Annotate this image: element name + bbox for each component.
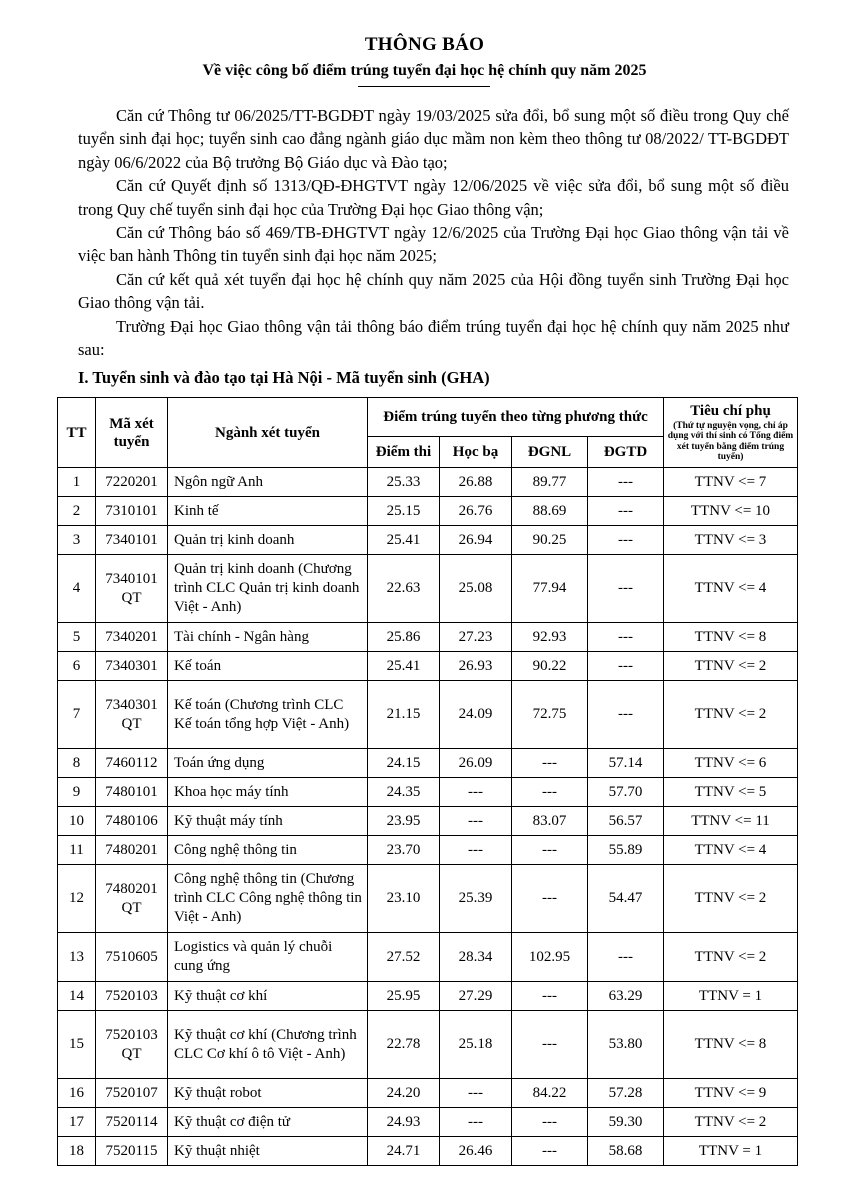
cell-exam: 25.86 (368, 623, 440, 652)
cell-tt: 6 (58, 652, 96, 681)
cell-exam: 27.52 (368, 933, 440, 982)
header-scores-group: Điểm trúng tuyển theo từng phương thức (368, 398, 664, 437)
cell-dgnl: --- (512, 749, 588, 778)
section-title: I. Tuyển sinh và đào tạo tại Hà Nội - Mã tuyển sinh (GHA) (78, 368, 490, 387)
cell-transcript: 25.39 (440, 865, 512, 933)
cell-criteria: TTNV <= 5 (664, 778, 798, 807)
cell-major: Kỹ thuật cơ khí (Chương trình CLC Cơ khí ô tô Việt - Anh) (168, 1011, 368, 1079)
paragraph: Căn cứ Thông tư 06/2025/TT-BGDĐT ngày 19/03/2025 sửa đổi, bổ sung một số điều trong Quy chế tuyển sinh đại học; tuyển sinh cao đẳng ngành giáo dục mầm non kèm theo thông tư 08/2022/ TT-BGDĐT ngày 06/6/2022 của Bộ trưởng Bộ Giáo dục và Đào tạo; (78, 106, 789, 172)
cell-dgtd: 55.89 (588, 836, 664, 865)
cell-dgtd: 54.47 (588, 865, 664, 933)
header-major: Ngành xét tuyển (168, 398, 368, 468)
cell-tt: 18 (58, 1137, 96, 1166)
cell-tt: 4 (58, 555, 96, 623)
cell-transcript: 26.88 (440, 468, 512, 497)
paragraph: Căn cứ Thông báo số 469/TB-ĐHGTVT ngày 12/6/2025 của Trường Đại học Giao thông vận tải về việc ban hành Thông tin tuyển sinh đại học năm 2025; (78, 223, 789, 266)
cell-dgnl: --- (512, 865, 588, 933)
cell-criteria: TTNV <= 11 (664, 807, 798, 836)
cell-major: Kỹ thuật máy tính (168, 807, 368, 836)
table-row (58, 749, 798, 778)
table-row (58, 982, 798, 1011)
cell-code: 7340301 QT (96, 681, 168, 749)
table-row (58, 623, 798, 652)
cell-exam: 24.71 (368, 1137, 440, 1166)
table-row (58, 555, 798, 623)
table-row (58, 807, 798, 836)
cell-code: 7480106 (96, 807, 168, 836)
cell-dgnl: --- (512, 778, 588, 807)
cell-transcript: 25.08 (440, 555, 512, 623)
cell-dgtd: --- (588, 526, 664, 555)
cell-code: 7460112 (96, 749, 168, 778)
cell-code: 7480201 QT (96, 865, 168, 933)
cell-tt: 17 (58, 1108, 96, 1137)
cell-major: Logistics và quản lý chuỗi cung ứng (168, 933, 368, 982)
cell-dgtd: 59.30 (588, 1108, 664, 1137)
header-dgnl: ĐGNL (512, 437, 588, 468)
cell-transcript: --- (440, 1079, 512, 1108)
cell-criteria: TTNV <= 8 (664, 623, 798, 652)
cell-tt: 14 (58, 982, 96, 1011)
cell-criteria: TTNV <= 2 (664, 933, 798, 982)
cell-code: 7340101 QT (96, 555, 168, 623)
cell-dgtd: --- (588, 623, 664, 652)
cell-tt: 16 (58, 1079, 96, 1108)
cell-dgnl: --- (512, 836, 588, 865)
cell-exam: 23.10 (368, 865, 440, 933)
cell-transcript: 25.18 (440, 1011, 512, 1079)
cell-dgtd: --- (588, 652, 664, 681)
header-criteria-note: (Thứ tự nguyện vọng, chỉ áp dụng với thí sinh có Tổng điểm xét tuyển bằng điểm trúng tuyển) (667, 420, 794, 462)
cell-transcript: 28.34 (440, 933, 512, 982)
cell-dgnl: 89.77 (512, 468, 588, 497)
cell-dgtd: 57.14 (588, 749, 664, 778)
table-body (58, 468, 798, 1166)
cell-tt: 9 (58, 778, 96, 807)
cell-tt: 10 (58, 807, 96, 836)
cell-major: Ngôn ngữ Anh (168, 468, 368, 497)
cell-transcript: 27.23 (440, 623, 512, 652)
cell-exam: 24.93 (368, 1108, 440, 1137)
cell-transcript: 26.76 (440, 497, 512, 526)
paragraph: Căn cứ kết quả xét tuyển đại học hệ chính quy năm 2025 của Hội đồng tuyển sinh Trường Đại học Giao thông vận tải. (78, 269, 789, 313)
cell-tt: 2 (58, 497, 96, 526)
cell-tt: 15 (58, 1011, 96, 1079)
cell-transcript: --- (440, 1108, 512, 1137)
cell-major: Kinh tế (168, 497, 368, 526)
cell-criteria: TTNV <= 9 (664, 1079, 798, 1108)
cell-code: 7520107 (96, 1079, 168, 1108)
cell-major: Kỹ thuật cơ khí (168, 982, 368, 1011)
table-row (58, 836, 798, 865)
cell-major: Kế toán (Chương trình CLC Kế toán tổng hợp Việt - Anh) (168, 681, 368, 749)
cell-dgnl: 83.07 (512, 807, 588, 836)
table-row (58, 778, 798, 807)
cell-dgtd: --- (588, 681, 664, 749)
cell-transcript: --- (440, 836, 512, 865)
cell-dgnl: 72.75 (512, 681, 588, 749)
cell-criteria: TTNV = 1 (664, 982, 798, 1011)
cell-major: Kế toán (168, 652, 368, 681)
cell-tt: 13 (58, 933, 96, 982)
cell-code: 7340201 (96, 623, 168, 652)
cell-transcript: 26.09 (440, 749, 512, 778)
header-criteria (664, 398, 798, 468)
cell-code: 7520103 (96, 982, 168, 1011)
cell-code: 7520115 (96, 1137, 168, 1166)
cell-major: Quản trị kinh doanh (168, 526, 368, 555)
document-title: THÔNG BÁO (364, 34, 485, 55)
cell-code: 7310101 (96, 497, 168, 526)
cell-dgtd: 63.29 (588, 982, 664, 1011)
cell-transcript: 27.29 (440, 982, 512, 1011)
admission-scores-table (57, 397, 798, 1166)
cell-tt: 12 (58, 865, 96, 933)
cell-tt: 7 (58, 681, 96, 749)
paragraph: Căn cứ Quyết định số 1313/QĐ-ĐHGTVT ngày 12/06/2025 về việc sửa đổi, bổ sung một số điều trong Quy chế tuyển sinh đại học của Trường Đại học Giao thông vận; (78, 176, 789, 219)
cell-tt: 1 (58, 468, 96, 497)
cell-code: 7520114 (96, 1108, 168, 1137)
cell-dgtd: 58.68 (588, 1137, 664, 1166)
cell-criteria: TTNV <= 3 (664, 526, 798, 555)
header-transcript: Học bạ (440, 437, 512, 468)
cell-tt: 11 (58, 836, 96, 865)
cell-dgnl: --- (512, 1011, 588, 1079)
cell-dgnl: 90.25 (512, 526, 588, 555)
cell-tt: 3 (58, 526, 96, 555)
cell-dgtd: 57.28 (588, 1079, 664, 1108)
cell-major: Kỹ thuật nhiệt (168, 1137, 368, 1166)
cell-criteria: TTNV <= 4 (664, 836, 798, 865)
cell-transcript: --- (440, 778, 512, 807)
cell-code: 7480201 (96, 836, 168, 865)
cell-dgnl: 77.94 (512, 555, 588, 623)
cell-exam: 25.33 (368, 468, 440, 497)
cell-major: Kỹ thuật cơ điện tử (168, 1108, 368, 1137)
table-row (58, 681, 798, 749)
cell-exam: 25.41 (368, 652, 440, 681)
header-code: Mã xét tuyển (96, 398, 168, 468)
cell-dgnl: 92.93 (512, 623, 588, 652)
cell-dgnl: 88.69 (512, 497, 588, 526)
cell-code: 7480101 (96, 778, 168, 807)
cell-exam: 23.95 (368, 807, 440, 836)
header-exam: Điểm thi (368, 437, 440, 468)
cell-code: 7520103 QT (96, 1011, 168, 1079)
table-row (58, 1137, 798, 1166)
cell-dgtd: --- (588, 497, 664, 526)
cell-dgnl: --- (512, 1137, 588, 1166)
cell-criteria: TTNV <= 2 (664, 1108, 798, 1137)
cell-exam: 25.15 (368, 497, 440, 526)
cell-criteria: TTNV <= 2 (664, 681, 798, 749)
cell-criteria: TTNV <= 7 (664, 468, 798, 497)
cell-code: 7340101 (96, 526, 168, 555)
cell-exam: 22.78 (368, 1011, 440, 1079)
cell-exam: 23.70 (368, 836, 440, 865)
cell-dgtd: 57.70 (588, 778, 664, 807)
cell-dgnl: 90.22 (512, 652, 588, 681)
table-row (58, 1079, 798, 1108)
cell-tt: 8 (58, 749, 96, 778)
header-criteria-title: Tiêu chí phụ (690, 402, 771, 419)
table-row (58, 526, 798, 555)
cell-criteria: TTNV <= 2 (664, 865, 798, 933)
header-dgtd: ĐGTD (588, 437, 664, 468)
document-subtitle: Về việc công bố điểm trúng tuyển đại học hệ chính quy năm 2025 (202, 62, 647, 79)
document-body (78, 104, 789, 361)
header-tt: TT (58, 398, 96, 468)
cell-criteria: TTNV <= 10 (664, 497, 798, 526)
cell-major: Khoa học máy tính (168, 778, 368, 807)
cell-major: Toán ứng dụng (168, 749, 368, 778)
cell-transcript: 26.94 (440, 526, 512, 555)
cell-dgnl: --- (512, 1108, 588, 1137)
cell-exam: 25.95 (368, 982, 440, 1011)
cell-transcript: --- (440, 807, 512, 836)
cell-dgtd: --- (588, 555, 664, 623)
table-row (58, 1011, 798, 1079)
cell-dgtd: 53.80 (588, 1011, 664, 1079)
cell-transcript: 24.09 (440, 681, 512, 749)
cell-major: Quản trị kinh doanh (Chương trình CLC Quản trị kinh doanh Việt - Anh) (168, 555, 368, 623)
cell-code: 7340301 (96, 652, 168, 681)
cell-exam: 21.15 (368, 681, 440, 749)
cell-dgtd: --- (588, 933, 664, 982)
cell-exam: 24.15 (368, 749, 440, 778)
cell-exam: 24.35 (368, 778, 440, 807)
cell-tt: 5 (58, 623, 96, 652)
table-row (58, 933, 798, 982)
table-row (58, 468, 798, 497)
cell-exam: 25.41 (368, 526, 440, 555)
table-row (58, 652, 798, 681)
title-underline (358, 86, 490, 87)
cell-exam: 22.63 (368, 555, 440, 623)
cell-major: Tài chính - Ngân hàng (168, 623, 368, 652)
table-row (58, 1108, 798, 1137)
cell-transcript: 26.93 (440, 652, 512, 681)
cell-exam: 24.20 (368, 1079, 440, 1108)
cell-major: Kỹ thuật robot (168, 1079, 368, 1108)
cell-code: 7510605 (96, 933, 168, 982)
paragraph: Trường Đại học Giao thông vận tải thông báo điểm trúng tuyển đại học hệ chính quy năm 2025 như sau: (78, 316, 789, 360)
table-row (58, 497, 798, 526)
cell-major: Công nghệ thông tin (Chương trình CLC Công nghệ thông tin Việt - Anh) (168, 865, 368, 933)
cell-dgnl: 102.95 (512, 933, 588, 982)
cell-criteria: TTNV <= 6 (664, 749, 798, 778)
cell-dgnl: 84.22 (512, 1079, 588, 1108)
cell-dgnl: --- (512, 982, 588, 1011)
cell-code: 7220201 (96, 468, 168, 497)
cell-criteria: TTNV <= 8 (664, 1011, 798, 1079)
cell-criteria: TTNV <= 4 (664, 555, 798, 623)
cell-criteria: TTNV = 1 (664, 1137, 798, 1166)
cell-transcript: 26.46 (440, 1137, 512, 1166)
cell-criteria: TTNV <= 2 (664, 652, 798, 681)
cell-dgtd: 56.57 (588, 807, 664, 836)
cell-major: Công nghệ thông tin (168, 836, 368, 865)
table-row (58, 865, 798, 933)
cell-dgtd: --- (588, 468, 664, 497)
